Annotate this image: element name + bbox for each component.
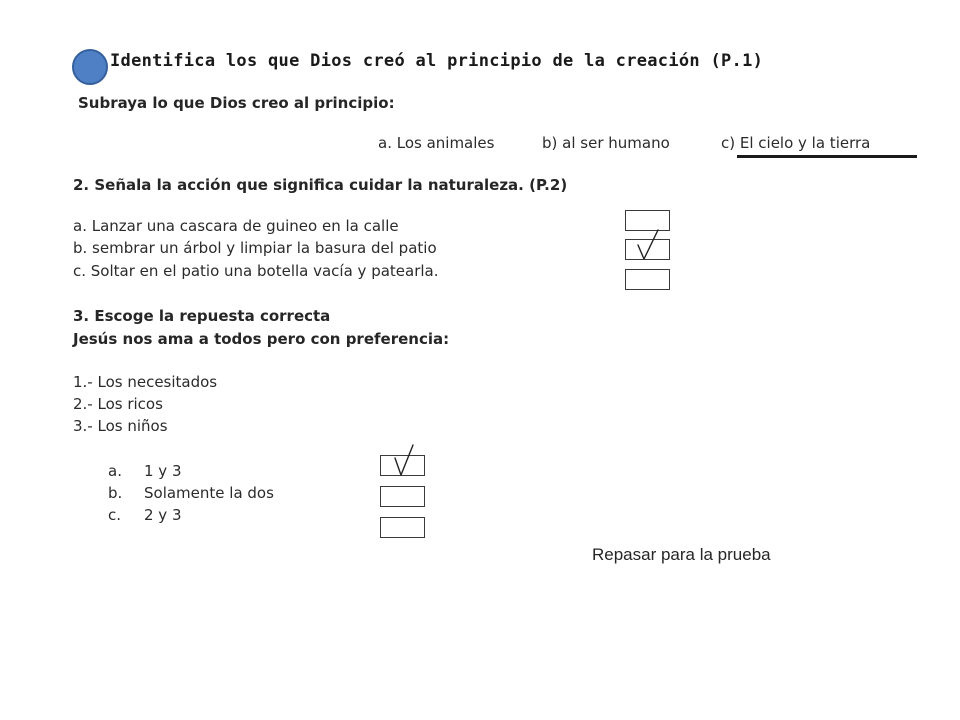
q3-choice-b-letter: b. (108, 484, 123, 502)
q3-choice-b-text: Solamente la dos (144, 484, 274, 502)
q1-option-a: a. Los animales (378, 134, 495, 152)
q3-choice-c-letter: c. (108, 506, 122, 524)
q1-answer-underline (737, 155, 917, 158)
q3-item-1: 1.- Los necesitados (73, 373, 218, 391)
q1-option-c: c) El cielo y la tierra (721, 134, 871, 152)
q2-checkbox-c[interactable] (625, 269, 670, 290)
q1-instruction: Subraya lo que Dios creo al principio: (78, 94, 395, 112)
review-note: Repasar para la prueba (592, 545, 771, 564)
blue-circle-bullet (72, 49, 108, 85)
q3-choice-c (108, 506, 182, 524)
q2-option-a: a. Lanzar una cascara de guineo en la calle (73, 217, 399, 235)
q3-checkbox-b[interactable] (380, 486, 425, 507)
q3-checkmark-icon (393, 444, 423, 480)
q2-option-c: c. Soltar en el patio una botella vacía y patearla. (73, 262, 439, 280)
q3-item-2: 2.- Los ricos (73, 395, 163, 413)
q3-choice-a (108, 462, 182, 480)
q3-prompt: Jesús nos ama a todos pero con preferencia: (73, 330, 450, 348)
page-title: Identifica los que Dios creó al principio de la creación (P.1) (110, 51, 764, 71)
q1-option-b: b) al ser humano (542, 134, 670, 152)
q3-heading: 3. Escoge la repuesta correcta (73, 307, 331, 325)
q2-question: 2. Señala la acción que significa cuidar la naturaleza. (P.2) (73, 176, 568, 194)
q3-checkbox-c[interactable] (380, 517, 425, 538)
q2-checkmark-icon (636, 228, 666, 264)
q3-choice-a-text: 1 y 3 (144, 462, 182, 480)
q3-choice-c-text: 2 y 3 (144, 506, 182, 524)
q3-choice-b (108, 484, 274, 502)
q3-choice-a-letter: a. (108, 462, 122, 480)
q3-item-3: 3.- Los niños (73, 417, 168, 435)
q2-option-b: b. sembrar un árbol y limpiar la basura del patio (73, 239, 437, 257)
